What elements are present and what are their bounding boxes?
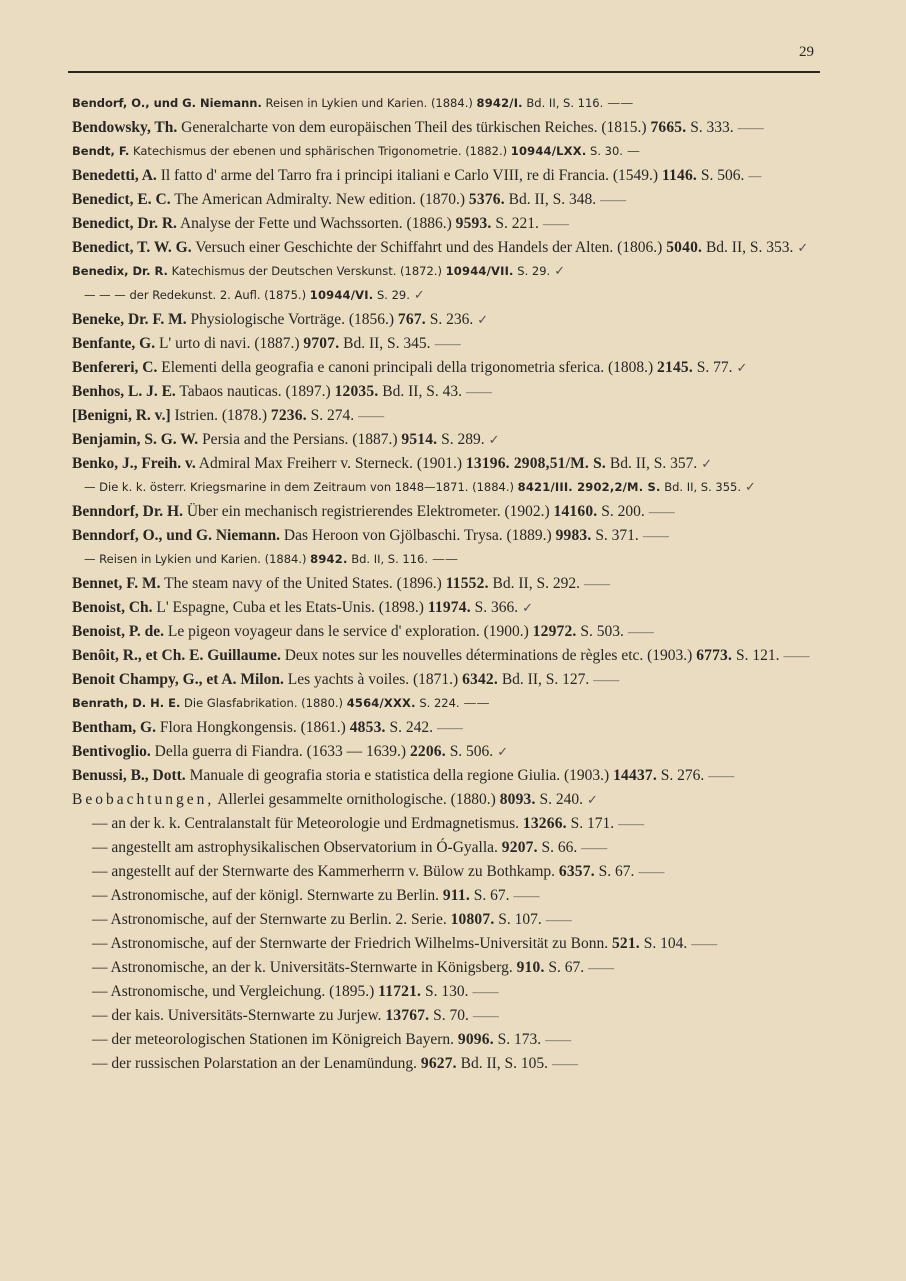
catalog-entry xyxy=(72,116,832,139)
entry-author: — xyxy=(92,815,108,832)
entry-author: — xyxy=(92,887,108,904)
entry-shelf-number: 9983. xyxy=(555,527,592,544)
entry-title: Physiologische Vorträge. (1856.) xyxy=(190,311,395,328)
page-number: 29 xyxy=(799,44,814,60)
catalog-entry xyxy=(72,764,832,787)
entry-title: Astronomische, und Vergleichung. (1895.) xyxy=(110,983,375,1000)
entry-author: Benndorf, Dr. H. xyxy=(72,503,183,520)
catalog-entry xyxy=(72,380,832,403)
entry-title: Flora Hongkongensis. (1861.) xyxy=(159,719,346,736)
entry-title: Über ein mechanisch registrierendes Elektrometer. (1902.) xyxy=(186,503,550,520)
entry-page-ref: S. 506. xyxy=(449,743,494,760)
entry-author: — xyxy=(92,983,108,1000)
entry-page-ref: S. 171. xyxy=(570,815,615,832)
entry-title: an der k. k. Centralanstalt für Meteorologie und Erdmagnetismus. xyxy=(111,815,520,832)
entry-title: Versuch einer Geschichte der Schiffahrt und des Handels der Alten. (1806.) xyxy=(195,239,663,256)
entry-author: Benhos, L. J. E. xyxy=(72,383,176,400)
entry-title: Della guerra di Fiandra. (1633 — 1639.) xyxy=(154,743,407,760)
entry-author: — xyxy=(92,1031,108,1048)
entry-author: Bendowsky, Th. xyxy=(72,119,178,136)
entry-title: The American Admiralty. New edition. (1870.) xyxy=(174,191,466,208)
catalog-entry xyxy=(72,236,832,259)
entry-shelf-number: 8421/III. 2902,2/M. S. xyxy=(517,480,661,494)
entry-page-ref: Bd. II, S. 353. xyxy=(705,239,794,256)
entry-page-ref: Bd. II, S. 127. xyxy=(501,671,590,688)
check-mark-icon: — xyxy=(748,168,762,183)
check-mark-icon: —— xyxy=(708,768,735,783)
entry-title: Astronomische, auf der Sternwarte der Friedrich Wilhelms-Universität zu Bonn. xyxy=(110,935,609,952)
catalog-entry xyxy=(72,212,832,235)
entry-page-ref: S. 29. xyxy=(376,288,410,302)
entry-author: Benedetti, A. xyxy=(72,167,157,184)
entry-page-ref: S. 236. xyxy=(429,311,474,328)
entry-shelf-number: 910. xyxy=(516,959,545,976)
entry-shelf-number: 767. xyxy=(397,311,426,328)
catalog-entry xyxy=(72,788,832,811)
entry-shelf-number: 11721. xyxy=(378,983,422,1000)
catalog-entry xyxy=(72,140,832,163)
entry-title: Astronomische, auf der Sternwarte zu Berlin. 2. Serie. xyxy=(110,911,447,928)
entry-page-ref: S. 67. xyxy=(473,887,510,904)
entry-title: der Redekunst. 2. Aufl. (1875.) xyxy=(129,288,307,302)
entry-title: Die k. k. österr. Kriegsmarine in dem Zeitraum von 1848—1871. (1884.) xyxy=(99,480,514,494)
entry-page-ref: Bd. II, S. 116. xyxy=(351,552,429,566)
entry-title: Istrien. (1878.) xyxy=(174,407,268,424)
catalog-entry xyxy=(72,500,832,523)
catalog-entry xyxy=(72,404,832,427)
entry-author: Benndorf, O., und G. Niemann. xyxy=(72,527,281,544)
entry-shelf-number: 9207. xyxy=(501,839,538,856)
entry-shelf-number: 521. xyxy=(611,935,640,952)
entry-author: — xyxy=(92,1055,108,1072)
catalog-entry xyxy=(72,980,832,1003)
entry-author: — xyxy=(92,863,108,880)
catalog-entry xyxy=(72,596,832,619)
entry-author: Benoit Champy, G., et A. Milon. xyxy=(72,671,284,688)
catalog-entry xyxy=(72,548,832,571)
entry-shelf-number: 7236. xyxy=(270,407,307,424)
check-mark-icon: —— xyxy=(358,408,385,423)
entry-page-ref: Bd. II, S. 355. xyxy=(664,480,741,494)
check-mark-icon: ✓ xyxy=(701,456,713,471)
entry-title: L' Espagne, Cuba et les Etats-Unis. (1898.) xyxy=(156,599,424,616)
catalog-entry xyxy=(72,620,832,643)
entry-shelf-number: 9096. xyxy=(457,1031,494,1048)
entry-page-ref: S. 29. xyxy=(517,264,551,278)
check-mark-icon: ✓ xyxy=(554,264,566,279)
entry-title: Il fatto d' arme del Tarro fra i principi italiani e Carlo VIII, re di Francia. (1549.) xyxy=(160,167,659,184)
entry-author: — xyxy=(92,839,108,856)
entry-shelf-number: 8942. xyxy=(310,552,348,566)
catalog-entry xyxy=(72,188,832,211)
entry-shelf-number: 2206. xyxy=(409,743,446,760)
header-rule xyxy=(68,71,820,73)
entry-title: angestellt auf der Sternwarte des Kammerherrn v. Bülow zu Bothkamp. xyxy=(111,863,556,880)
entry-title: Admiral Max Freiherr v. Sterneck. (1901.) xyxy=(198,455,463,472)
entry-shelf-number: 7665. xyxy=(650,119,687,136)
check-mark-icon: —— xyxy=(593,672,620,687)
check-mark-icon: —— xyxy=(583,576,610,591)
catalog-entry xyxy=(72,524,832,547)
entry-shelf-number: 6357. xyxy=(558,863,595,880)
entry-page-ref: S. 67. xyxy=(598,863,635,880)
entry-author: Beneke, Dr. F. M. xyxy=(72,311,187,328)
catalog-entry xyxy=(72,884,832,907)
check-mark-icon: —— xyxy=(545,1032,572,1047)
entry-shelf-number: 10807. xyxy=(450,911,495,928)
entry-page-ref: S. 503. xyxy=(580,623,624,640)
entry-shelf-number: 9593. xyxy=(455,215,492,232)
entry-title: der kais. Universitäts-Sternwarte zu Jurjew. xyxy=(111,1007,382,1024)
entry-title: Reisen in Lykien und Karien. (1884.) xyxy=(99,552,307,566)
check-mark-icon: —— xyxy=(472,984,499,999)
entry-title: Deux notes sur les nouvelles déterminations de règles etc. (1903.) xyxy=(284,647,693,664)
entry-title: Les yachts à voiles. (1871.) xyxy=(287,671,459,688)
entry-title: Katechismus der Deutschen Verskunst. (1872.) xyxy=(171,264,442,278)
entry-title: der meteorologischen Stationen im Königreich Bayern. xyxy=(111,1031,455,1048)
entry-author: Bendt, F. xyxy=(72,144,130,158)
catalog-entry xyxy=(72,332,832,355)
entry-author: Benôit, R., et Ch. E. Guillaume. xyxy=(72,647,281,664)
check-mark-icon: —— xyxy=(627,624,654,639)
check-mark-icon: ✓ xyxy=(745,480,756,495)
entry-list xyxy=(72,92,832,1076)
entry-author: Benedix, Dr. R. xyxy=(72,264,168,278)
entry-author: Benjamin, S. G. W. xyxy=(72,431,199,448)
catalog-entry xyxy=(72,164,832,187)
entry-title: Astronomische, an der k. Universitäts-Sternwarte in Königsberg. xyxy=(110,959,513,976)
check-mark-icon: —— xyxy=(513,888,540,903)
entry-shelf-number: 11552. xyxy=(445,575,489,592)
entry-page-ref: S. 276. xyxy=(660,767,705,784)
entry-title: Tabaos nauticas. (1897.) xyxy=(179,383,331,400)
entry-title: Katechismus der ebenen und sphärischen Trigonometrie. (1882.) xyxy=(133,144,508,158)
entry-page-ref: S. 221. xyxy=(495,215,539,232)
catalog-entry xyxy=(72,1004,832,1027)
entry-shelf-number: 8942/I. xyxy=(476,96,523,110)
entry-page-ref: S. 30. xyxy=(590,144,623,158)
check-mark-icon: —— xyxy=(434,336,461,351)
check-mark-icon: ✓ xyxy=(522,600,534,615)
entry-page-ref: S. 242. xyxy=(389,719,433,736)
entry-page-ref: Bd. II, S. 357. xyxy=(609,455,698,472)
entry-shelf-number: 14437. xyxy=(613,767,657,784)
check-mark-icon: — xyxy=(626,144,640,159)
entry-author: Beobachtungen, xyxy=(72,791,215,808)
entry-shelf-number: 1146. xyxy=(661,167,697,184)
entry-author: Bendorf, O., und G. Niemann. xyxy=(72,96,262,110)
catalog-entry xyxy=(72,1028,832,1051)
entry-title: angestellt am astrophysikalischen Observatorium in Ó-Gyalla. xyxy=(111,839,498,856)
check-mark-icon: —— xyxy=(465,384,492,399)
entry-author: Benussi, B., Dott. xyxy=(72,767,186,784)
entry-author: Benrath, D. H. E. xyxy=(72,696,181,710)
entry-title: Astronomische, auf der königl. Sternwarte zu Berlin. xyxy=(110,887,439,904)
entry-page-ref: S. 333. xyxy=(690,119,734,136)
entry-page-ref: S. 66. xyxy=(541,839,578,856)
check-mark-icon: —— xyxy=(648,504,675,519)
catalog-entry xyxy=(72,284,832,307)
entry-author: — xyxy=(92,959,108,976)
entry-shelf-number: 4564/XXX. xyxy=(346,696,416,710)
entry-author: Benko, J., Freih. v. xyxy=(72,455,196,472)
check-mark-icon: —— xyxy=(638,864,665,879)
entry-title: Die Glasfabrikation. (1880.) xyxy=(184,696,344,710)
entry-author: — xyxy=(92,935,108,952)
entry-page-ref: S. 224. xyxy=(419,696,460,710)
entry-shelf-number: 10944/VI. xyxy=(309,288,374,302)
entry-shelf-number: 12035. xyxy=(334,383,379,400)
entry-author: Benfante, G. xyxy=(72,335,156,352)
check-mark-icon: ✓ xyxy=(497,744,509,759)
catalog-entry xyxy=(72,476,832,499)
entry-page-ref: S. 67. xyxy=(548,959,585,976)
entry-title: Allerlei gesammelte ornithologische. (1880.) xyxy=(217,791,496,808)
catalog-entry xyxy=(72,836,832,859)
entry-title: Generalcharte von dem europäischen Theil des türkischen Reiches. (1815.) xyxy=(181,119,647,136)
catalog-entry xyxy=(72,860,832,883)
entry-title: The steam navy of the United States. (1896.) xyxy=(164,575,442,592)
catalog-entry xyxy=(72,428,832,451)
entry-author: Benfereri, C. xyxy=(72,359,158,376)
entry-page-ref: S. 173. xyxy=(497,1031,542,1048)
entry-page-ref: S. 506. xyxy=(700,167,745,184)
catalog-entry xyxy=(72,668,832,691)
check-mark-icon: —— xyxy=(691,936,718,951)
entry-page-ref: S. 371. xyxy=(595,527,639,544)
entry-author: — xyxy=(92,1007,108,1024)
check-mark-icon: —— xyxy=(607,96,634,111)
check-mark-icon: —— xyxy=(545,912,572,927)
entry-author: Benedict, E. C. xyxy=(72,191,171,208)
entry-shelf-number: 6342. xyxy=(462,671,498,688)
check-mark-icon: ✓ xyxy=(797,240,809,255)
check-mark-icon: ✓ xyxy=(736,360,748,375)
check-mark-icon: —— xyxy=(472,1008,499,1023)
entry-page-ref: S. 274. xyxy=(310,407,355,424)
entry-author: Benedict, T. W. G. xyxy=(72,239,192,256)
catalog-entry xyxy=(72,92,832,115)
catalog-entry xyxy=(72,908,832,931)
entry-author: — xyxy=(92,911,108,928)
check-mark-icon: —— xyxy=(552,1056,579,1071)
entry-shelf-number: 10944/VII. xyxy=(445,264,514,278)
check-mark-icon: ✓ xyxy=(413,288,425,303)
entry-shelf-number: 14160. xyxy=(553,503,598,520)
entry-page-ref: S. 107. xyxy=(498,911,542,928)
entry-page-ref: S. 104. xyxy=(643,935,688,952)
catalog-entry xyxy=(72,260,832,283)
check-mark-icon: —— xyxy=(600,192,627,207)
check-mark-icon: —— xyxy=(436,720,463,735)
entry-page-ref: Bd. II, S. 345. xyxy=(343,335,431,352)
check-mark-icon: —— xyxy=(642,528,669,543)
catalog-entry xyxy=(72,956,832,979)
entry-author: Bennet, F. M. xyxy=(72,575,161,592)
catalog-entry xyxy=(72,308,832,331)
check-mark-icon: —— xyxy=(432,552,459,567)
entry-author: Bentivoglio. xyxy=(72,743,151,760)
entry-author: — — — xyxy=(84,288,126,302)
catalog-entry xyxy=(72,812,832,835)
entry-shelf-number: 10944/LXX. xyxy=(510,144,587,158)
catalog-entry xyxy=(72,692,832,715)
entry-title: Le pigeon voyageur dans le service d' exploration. (1900.) xyxy=(167,623,529,640)
entry-page-ref: Bd. II, S. 348. xyxy=(508,191,597,208)
check-mark-icon: —— xyxy=(618,816,645,831)
check-mark-icon: —— xyxy=(737,120,764,135)
check-mark-icon: —— xyxy=(542,216,569,231)
entry-page-ref: Bd. II, S. 116. xyxy=(526,96,604,110)
check-mark-icon: —— xyxy=(581,840,608,855)
entry-title: der russischen Polarstation an der Lenamündung. xyxy=(111,1055,417,1072)
catalog-entry xyxy=(72,716,832,739)
check-mark-icon: —— xyxy=(463,696,490,711)
entry-shelf-number: 12972. xyxy=(532,623,577,640)
check-mark-icon: ✓ xyxy=(586,792,598,807)
entry-author: [Benigni, R. v.] xyxy=(72,407,171,424)
entry-title: Reisen in Lykien und Karien. (1884.) xyxy=(265,96,473,110)
catalog-entry xyxy=(72,932,832,955)
entry-shelf-number: 2145. xyxy=(657,359,693,376)
entry-author: Benedict, Dr. R. xyxy=(72,215,177,232)
entry-author: — xyxy=(84,552,96,566)
entry-title: Elementi della geografia e canoni principali della trigonometria sferica. (1808.) xyxy=(161,359,654,376)
entry-page-ref: S. 200. xyxy=(601,503,645,520)
catalog-entry xyxy=(72,572,832,595)
entry-shelf-number: 13196. 2908,51/M. S. xyxy=(465,455,606,472)
entry-shelf-number: 5040. xyxy=(666,239,703,256)
entry-author: — xyxy=(84,480,96,494)
entry-author: Bentham, G. xyxy=(72,719,156,736)
catalog-entry xyxy=(72,1052,832,1075)
entry-shelf-number: 13266. xyxy=(522,815,567,832)
entry-shelf-number: 11974. xyxy=(427,599,471,616)
entry-shelf-number: 5376. xyxy=(468,191,505,208)
entry-title: Persia and the Persians. (1887.) xyxy=(202,431,398,448)
entry-shelf-number: 9707. xyxy=(303,335,340,352)
entry-title: L' urto di navi. (1887.) xyxy=(158,335,300,352)
entry-shelf-number: 911. xyxy=(442,887,470,904)
entry-shelf-number: 13767. xyxy=(385,1007,430,1024)
entry-title: Manuale di geografia storia e statistica della regione Giulia. (1903.) xyxy=(189,767,610,784)
entry-author: Benoist, Ch. xyxy=(72,599,153,616)
entry-page-ref: Bd. II, S. 43. xyxy=(382,383,462,400)
check-mark-icon: —— xyxy=(783,648,810,663)
entry-shelf-number: 4853. xyxy=(349,719,386,736)
entry-title: Analyse der Fette und Wachssorten. (1886.) xyxy=(179,215,452,232)
entry-page-ref: S. 130. xyxy=(425,983,469,1000)
check-mark-icon: ✓ xyxy=(488,432,500,447)
entry-page-ref: S. 70. xyxy=(433,1007,469,1024)
catalog-entry xyxy=(72,356,832,379)
entry-shelf-number: 8093. xyxy=(499,791,536,808)
entry-page-ref: S. 77. xyxy=(696,359,733,376)
entry-page-ref: S. 121. xyxy=(735,647,780,664)
entry-shelf-number: 9514. xyxy=(401,431,438,448)
entry-shelf-number: 9627. xyxy=(420,1055,457,1072)
entry-shelf-number: 6773. xyxy=(696,647,733,664)
entry-page-ref: S. 240. xyxy=(539,791,583,808)
entry-title: Das Heroon von Gjölbaschi. Trysa. (1889.) xyxy=(283,527,552,544)
catalog-entry xyxy=(72,644,832,667)
entry-author: Benoist, P. de. xyxy=(72,623,165,640)
catalog-entry xyxy=(72,452,832,475)
check-mark-icon: —— xyxy=(588,960,615,975)
catalog-entry xyxy=(72,740,832,763)
entry-page-ref: Bd. II, S. 105. xyxy=(460,1055,549,1072)
check-mark-icon: ✓ xyxy=(477,312,489,327)
entry-page-ref: S. 289. xyxy=(441,431,485,448)
entry-page-ref: Bd. II, S. 292. xyxy=(492,575,580,592)
entry-page-ref: S. 366. xyxy=(474,599,519,616)
